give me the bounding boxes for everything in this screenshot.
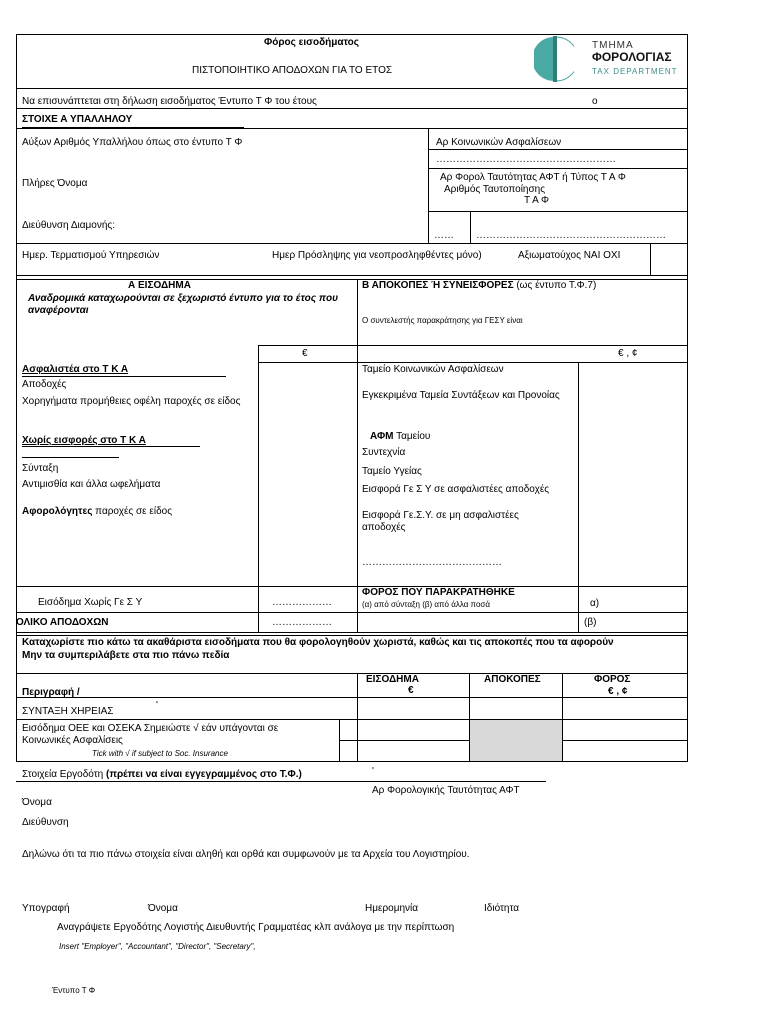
deductions-currency-header: € , ¢ [618,348,638,359]
declaration-text: Δηλώνω ότι τα πιο πάνω στοιχεία είναι αληθή και ορθά και συμφωνούν με τα Αρχεία του Λογιστηρίου. [22,849,470,860]
oee-deductions-shaded-cell [470,720,562,761]
fund-tin-bold: ΑΦΜ [370,431,394,442]
hire-date-label: Ημερ Πρόσληψης για νεοπροσληφθέντες μόνο) [272,250,482,261]
separate-instruction-1: Καταχωρίστε πιο κάτω τα ακαθάριστα εισοδήματα που θα φορολογηθούν χωριστά, καθώς και τις αποκοπές που τα αφορούν [22,637,614,648]
deductions-title-bold: Β ΑΠΟΚΟΠΕΣ Ή ΣΥΝΕΙΣΦΟΡΕΣ [362,280,514,291]
tax-id-type-field[interactable]: …… [434,230,454,241]
col-income-unit: € [408,685,414,696]
exempt-label [22,506,172,518]
separate-instruction-2: Μην τα συμπεριλάβετε στα πιο πάνω πεδία [22,650,230,661]
exempt-label-rest: παροχές σε είδος [92,506,173,517]
attach-suffix: ο [592,96,598,107]
attach-note: Να επισυνάπτεται στη δήλωση εισοδήματος Έντυπο Τ Φ του έτους [22,96,317,107]
employer-title-bold: (πρέπει να είναι εγγεγραμμένος στο Τ.Φ.) [105,769,302,780]
no-gesy-income-label: Εισόδημα Χωρίς Γε Σ Υ [38,597,143,608]
tax-withheld-label: ΦΟΡΟΣ ΠΟΥ ΠΑΡΑΚΡΑΤΗΘΗΚΕ [362,587,515,598]
approved-funds-label: Εγκεκριμένα Ταμεία Συντάξεων και Προνοίας [362,390,560,401]
deductions-other-field[interactable]: …………………………………… [362,557,502,568]
exempt-label-bold: Αφορολόγητες [22,506,93,517]
oee-income-label: Εισόδημα ΟΕΕ και ΟΣΕΚΑ Σημειώστε √ εάν υπάγονται σε Κοινωνικές Ασφαλίσεις [22,723,279,746]
gesy-rate-label: Ο συντελεστής παρακράτησης για ΓΕΣΥ είναι [362,316,523,325]
grants-label: Χορηγήματα προμήθειες οφέλη παροχές σε είδος [22,396,241,407]
tax-department-logo [534,36,684,84]
tax-id-label: Αρ Φορολ Ταυτότητας ΑΦΤ ή Τύπος Τ Α Φ [440,172,626,183]
signature-label: Υπογραφή [22,903,70,914]
no-contrib-title: Χωρίς εισφορές στο Τ Κ Α [22,435,146,446]
tax-withheld-a: α) [590,598,600,609]
union-label: Συντεχνία [362,447,406,458]
logo-line-3: TAX DEPARTMENT [592,67,678,76]
date-label: Ημερομηνία [365,903,419,914]
employer-address-label: Διεύθυνση [22,817,69,828]
employer-title [22,769,302,781]
widow-pension-tick: ' [156,700,158,711]
income-note: Αναδρομικά καταχωρούνται σε ξεχωριστό έντυπο για το έτος που αναφέρονται [28,293,339,316]
employee-serial-label: Αύξων Αριθμός Υπαλλήλου όπως στο έντυπο Τ Φ [22,137,243,148]
employer-tick: ' [372,766,374,777]
health-fund-label: Ταμείο Υγείας [362,466,422,477]
officer-label: Αξιωματούχος ΝΑΙ ΟΧΙ [518,250,621,261]
full-name-label: Πλήρες Όνομα [22,178,88,189]
oee-income-note-en: Tick with √ if subject to Soc. Insurance [92,749,228,758]
total-income-label: ΟΛΙΚΟ ΑΠΟΔΟΧΩΝ [16,617,109,628]
tax-withheld-b: (β) [584,617,597,628]
col-deductions-header: ΑΠΟΚΟΠΕΣ [484,674,541,685]
signer-name-label: Όνομα [148,903,178,914]
tax-withheld-note: (α) από σύνταξη (β) από άλλα ποσά [362,600,490,609]
social-fund-label: Ταμείο Κοινωνικών Ασφαλίσεων [362,364,504,375]
employer-title-normal: Στοιχεία Εργοδότη [22,769,106,780]
income-title: Α ΕΙΣΟΔΗΜΑ [128,280,191,291]
form-subtitle: ΠΙΣΤΟΠΟΙΗΤΙΚΟ ΑΠΟΔΟΧΩΝ ΓΙΑ ΤΟ ΕΤΟΣ [192,65,393,76]
pension-label: Σύνταξη [22,463,59,474]
social-insurance-field[interactable]: ……………………………………………… [436,154,616,165]
allowances-label: Αντιμισθία και άλλα ωφελήματα [22,479,161,490]
deductions-title [362,280,596,292]
insurable-title: Ασφαλιστέα στο Τ Κ Α [22,364,129,375]
form-title: Φόρος εισοδήματος [264,37,359,48]
capacity-label: Ιδιότητα [484,903,520,914]
income-currency-header: € [302,348,308,359]
roles-instruction-gr: Αναγράψετε Εργοδότης Λογιστής Διευθυντής Γραμματέας κλπ ανάλογα με την περίπτωση [57,922,455,933]
deductions-title-rest: (ως έντυπο Τ.Φ.7) [513,280,597,291]
col-tax-unit: € , ¢ [608,686,628,697]
tax-id-number-field[interactable]: ………………………………………………… [476,230,666,241]
employee-section-title: ΣΤΟΙΧΕ Α ΥΠΑΛΛΗΛΟΥ [22,114,133,125]
tax-id-label-2: Αριθμός Ταυτοποίησης [444,184,546,195]
col-tax-header: ΦΟΡΟΣ [594,674,631,685]
employer-name-label: Όνομα [22,797,52,808]
col-income-header: ΕΙΣΟΔΗΜΑ [366,674,419,685]
widow-pension-label: ΣΥΝΤΑΞΗ ΧΗΡΕΙΑΣ [22,706,114,717]
employer-tax-id-label: Αρ Φορολογικής Ταυτότητας ΑΦΤ [372,785,520,796]
fund-tin-rest: Ταμείου [393,431,431,442]
roles-instruction-en: Insert "Employer", "Accountant", "Director", "Secretary", [59,942,256,951]
form-footer: Έντυπο Τ Φ [52,986,96,995]
gesy-insurable-label: Εισφορά Γε Σ Υ σε ασφαλιστέες αποδοχές [362,484,550,495]
logo-mark-icon [534,36,574,82]
logo-line-1: ΤΜΗΜΑ [592,40,634,51]
tax-id-label-3: Τ Α Φ [524,195,550,206]
gesy-noninsurable-label: Εισφορά Γε.Σ.Υ. σε μη ασφαλιστέες αποδοχές [362,510,519,533]
termination-date-label: Ημερ. Τερματισμού Υπηρεσιών [22,250,160,261]
no-gesy-income-field[interactable]: ……………… [272,597,332,608]
logo-line-2: ΦΟΡΟΛΟΓΙΑΣ [592,50,672,64]
social-insurance-label: Αρ Κοινωνικών Ασφαλίσεων [436,137,562,148]
total-income-field[interactable]: ……………… [272,617,332,628]
description-label: Περιγραφή / [22,687,80,698]
salaries-label: Αποδοχές [22,379,67,390]
address-label: Διεύθυνση Διαμονής: [22,220,115,231]
fund-tin-label [370,431,430,443]
